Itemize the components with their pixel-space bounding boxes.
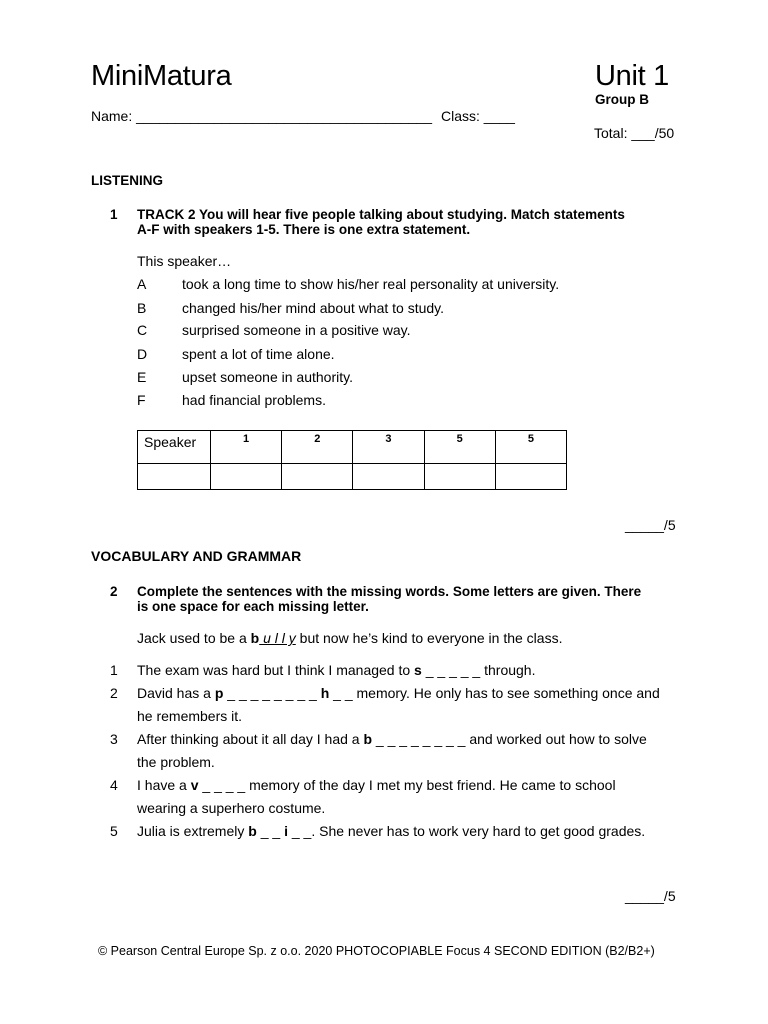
- statement-text: took a long time to show his/her real personality at university.: [182, 276, 560, 292]
- given-letter: b: [248, 823, 257, 839]
- item-text: _ _: [256, 823, 285, 839]
- statement-letter: C: [137, 322, 148, 338]
- vocab-heading: VOCABULARY AND GRAMMAR: [91, 548, 302, 564]
- speaker-answer-table: [137, 430, 567, 490]
- listening-score: _____/5: [625, 517, 676, 533]
- task-2-number: 2: [110, 584, 118, 599]
- statement-letter: A: [137, 276, 147, 292]
- task-1-number: 1: [110, 207, 118, 222]
- task-2-instruction-line2: is one space for each missing letter.: [137, 599, 369, 614]
- item-number: 4: [110, 777, 118, 793]
- name-field[interactable]: Name: ______________________________________: [91, 108, 432, 124]
- item-number: 2: [110, 685, 118, 701]
- speaker-column-header: 2: [282, 431, 353, 464]
- item-text: After thinking about it all day I had a: [137, 731, 364, 747]
- listening-heading: LISTENING: [91, 173, 164, 188]
- unit-label: Unit 1: [595, 60, 669, 92]
- item-sentence[interactable]: [137, 662, 535, 679]
- given-letter: h: [320, 685, 330, 701]
- statement-text: had financial problems.: [182, 392, 326, 408]
- item-number: 1: [110, 662, 118, 678]
- speaker-column-header: 5: [495, 431, 566, 464]
- answer-cell[interactable]: [282, 464, 353, 490]
- statement-text: surprised someone in a positive way.: [182, 322, 411, 338]
- item-sentence-continuation: he remembers it.: [137, 708, 243, 724]
- example-given-letter: b: [250, 630, 260, 646]
- statement-text: upset someone in authority.: [182, 369, 353, 385]
- task-1-instruction-line2: A-F with speakers 1-5. There is one extra statement.: [137, 222, 471, 237]
- item-sentence[interactable]: [137, 777, 616, 794]
- example-answer: u l l y: [259, 630, 296, 646]
- item-number: 5: [110, 823, 118, 839]
- statement-letter: B: [137, 300, 147, 316]
- item-text: The exam was hard but I think I managed to: [137, 662, 415, 678]
- item-text: _ _. She never has to work very hard to get good grades.: [287, 823, 646, 839]
- item-sentence[interactable]: [137, 685, 660, 702]
- statement-text: spent a lot of time alone.: [182, 346, 335, 362]
- item-text: _ _ _ _ _ through.: [421, 662, 536, 678]
- speaker-column-header: 3: [353, 431, 424, 464]
- example-text-before: Jack used to be a: [137, 630, 251, 646]
- total-score: Total: ___/50: [594, 125, 675, 141]
- given-letter: p: [214, 685, 224, 701]
- item-sentence[interactable]: [137, 823, 645, 840]
- item-text: _ _ _ _ memory of the day I met my best friend. He came to school: [198, 777, 616, 793]
- class-field[interactable]: Class: ____: [441, 108, 515, 124]
- answer-cell[interactable]: [424, 464, 495, 490]
- speaker-row-label: Speaker: [138, 431, 211, 464]
- answer-cell-blank: [138, 464, 211, 490]
- speaker-column-header: 5: [424, 431, 495, 464]
- item-text: I have a: [137, 777, 191, 793]
- given-letter: v: [190, 777, 199, 793]
- item-sentence-continuation: the problem.: [137, 754, 215, 770]
- vocab-score: _____/5: [625, 888, 676, 904]
- item-text: David has a: [137, 685, 215, 701]
- item-text: _ _ memory. He only has to see something once and: [329, 685, 660, 701]
- given-letter: i: [284, 823, 288, 839]
- statement-text: changed his/her mind about what to study.: [182, 300, 445, 316]
- given-letter: s: [414, 662, 422, 678]
- speaker-column-header: 1: [211, 431, 282, 464]
- example-sentence: [137, 630, 562, 647]
- footer-copyright: © Pearson Central Europe Sp. z o.o. 2020 PHOTOCOPIABLE Focus 4 SECOND EDITION (B2/B2+): [98, 944, 655, 958]
- task-1-instruction-line1: TRACK 2 You will hear five people talking about studying. Match statements: [137, 207, 625, 222]
- page-title: MiniMatura: [91, 60, 232, 92]
- item-text: Julia is extremely: [137, 823, 249, 839]
- item-sentence-continuation: wearing a superhero costume.: [137, 800, 326, 816]
- given-letter: b: [363, 731, 373, 747]
- answer-cell[interactable]: [495, 464, 566, 490]
- answer-cell[interactable]: [211, 464, 282, 490]
- item-number: 3: [110, 731, 118, 747]
- statement-letter: E: [137, 369, 147, 385]
- item-text: _ _ _ _ _ _ _ _: [223, 685, 321, 701]
- statement-letter: F: [137, 392, 146, 408]
- task-1-intro: This speaker…: [137, 253, 232, 269]
- group-label: Group B: [595, 92, 649, 107]
- item-text: _ _ _ _ _ _ _ _ and worked out how to solve: [372, 731, 647, 747]
- answer-cell[interactable]: [353, 464, 424, 490]
- statement-letter: D: [137, 346, 148, 362]
- item-sentence[interactable]: [137, 731, 647, 748]
- example-text-after: but now he’s kind to everyone in the class.: [295, 630, 563, 646]
- task-2-instruction-line1: Complete the sentences with the missing words. Some letters are given. There: [137, 584, 642, 599]
